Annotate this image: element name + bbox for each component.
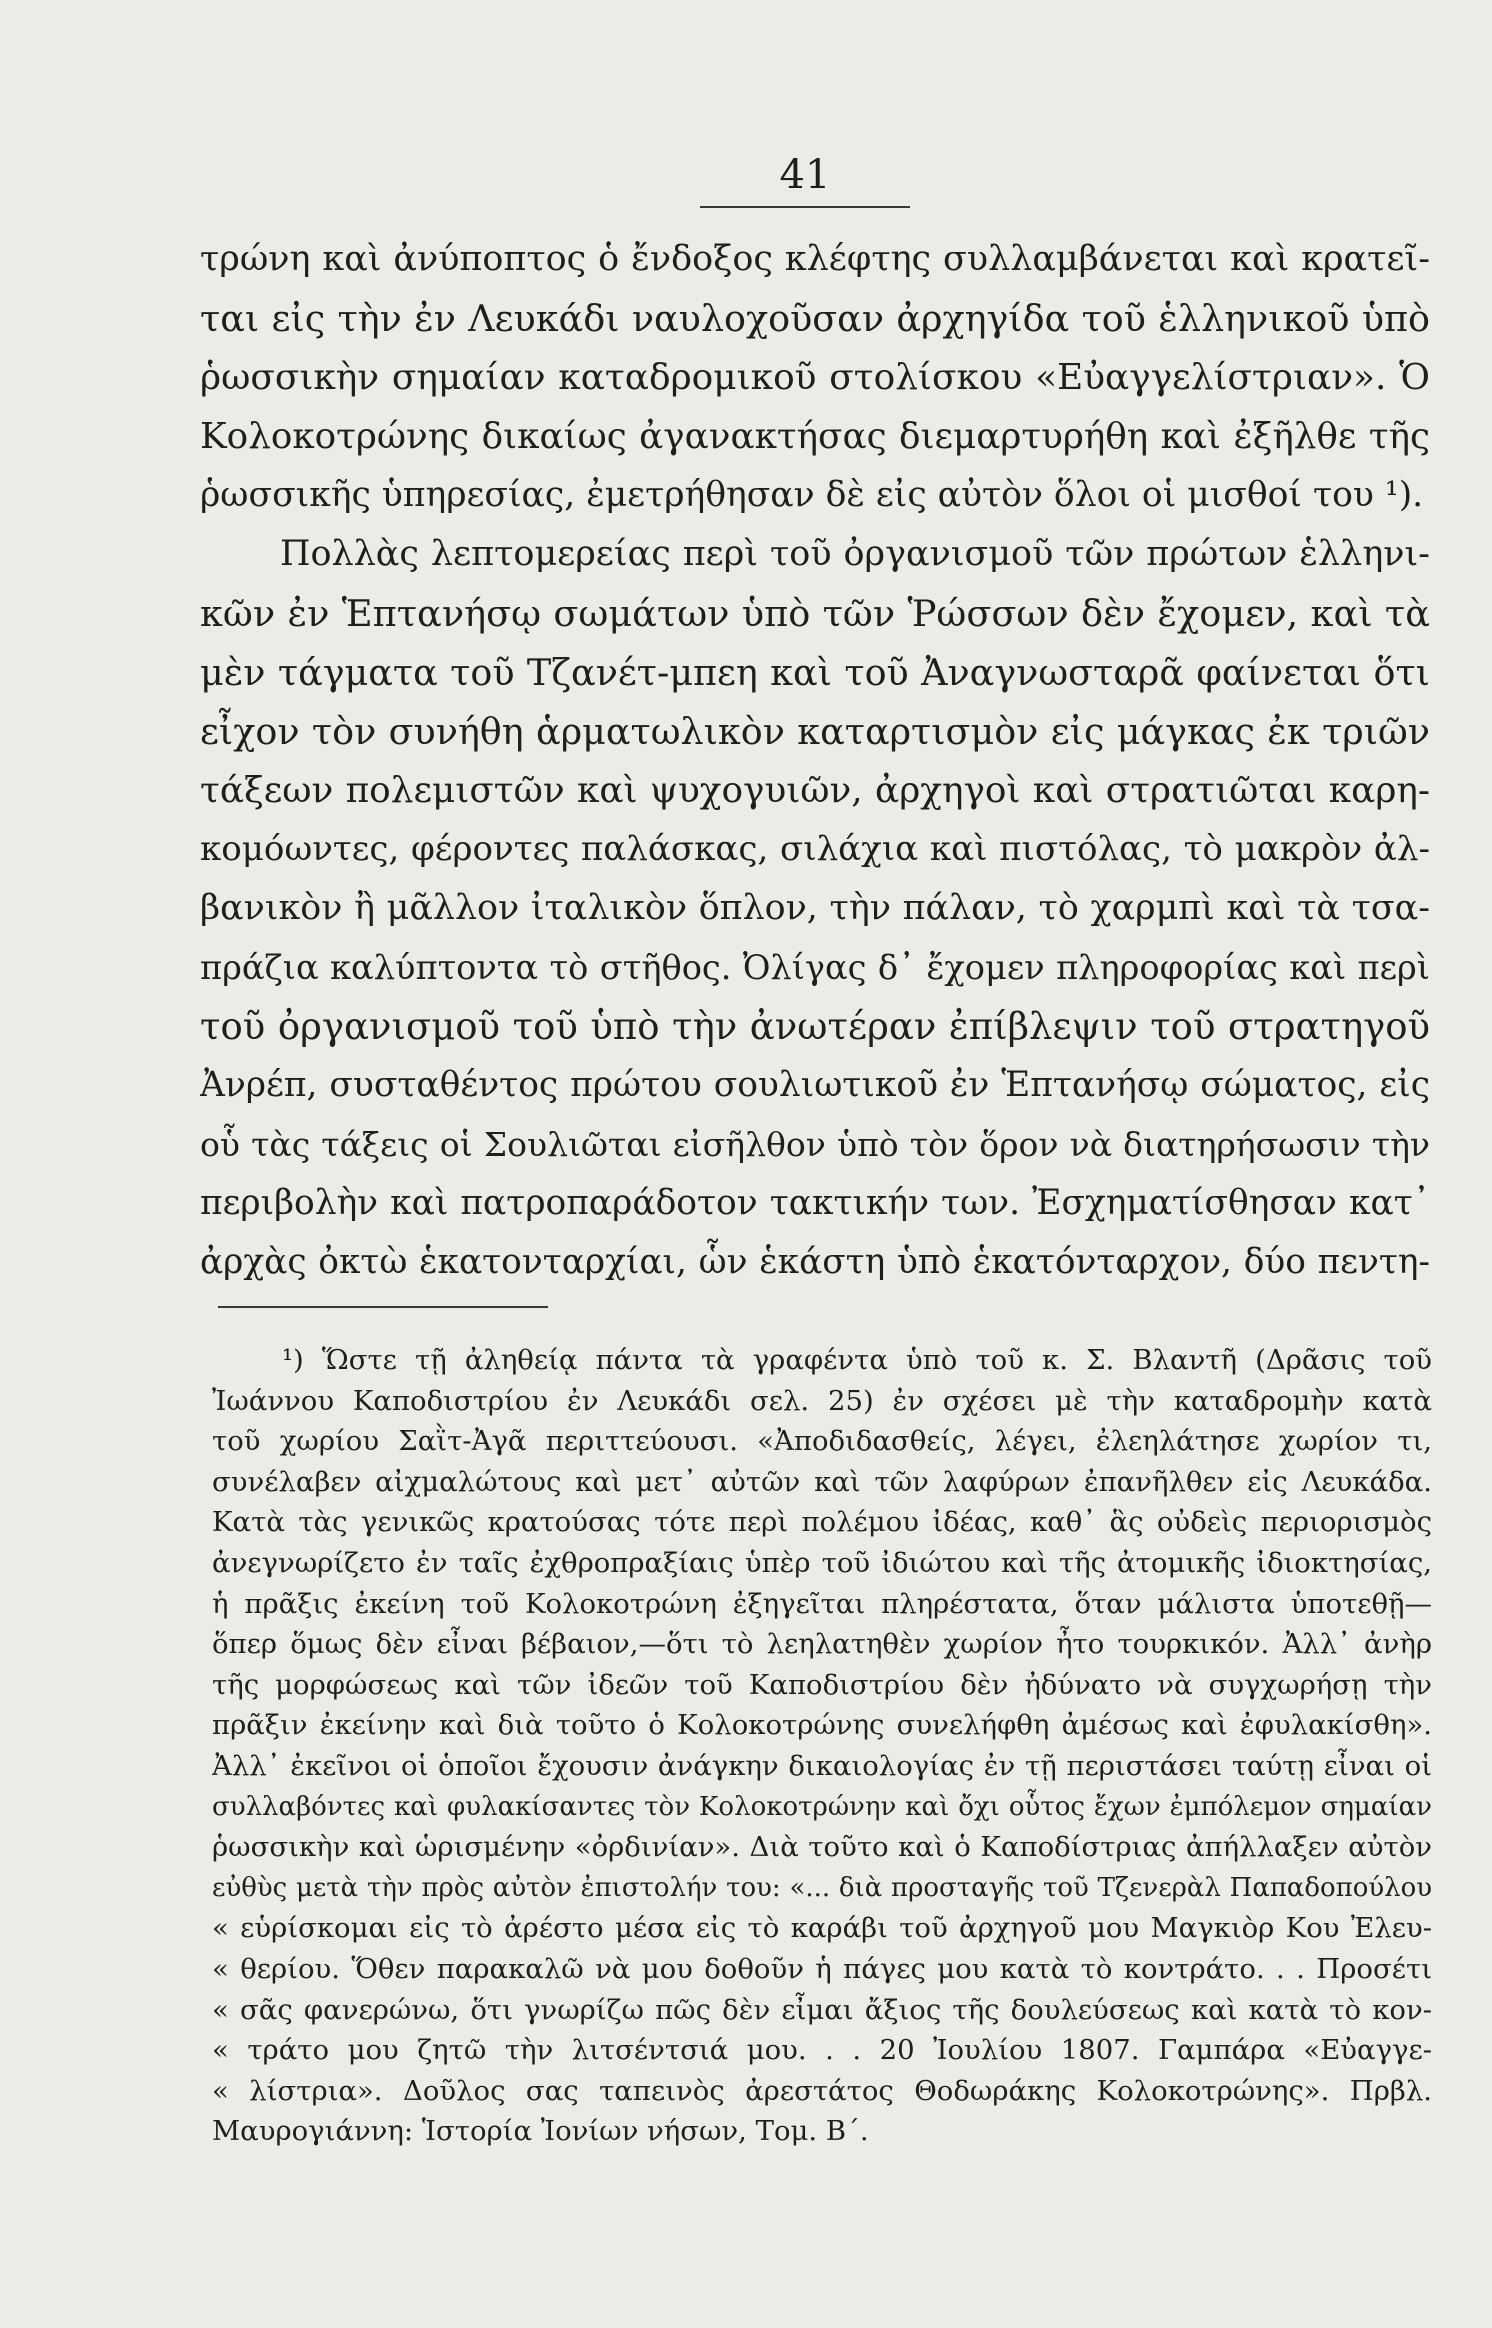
text-line: κομόωντες, φέροντες παλάσκας, σιλάχια καὶ πιστόλας, τὸ μακρὸν ἀλ- — [200, 829, 1430, 869]
text-line: ῥωσσικὴν σημαίαν καταδρομικοῦ στολίσκου «Εὐαγγελίστριαν». Ὁ — [200, 357, 1430, 398]
footnote-line: ¹) Ὥστε τῇ ἀληθείᾳ πάντα τὰ γραφέντα ὑπὸ τοῦ κ. Σ. Βλαντῆ (Δρᾶσις τοῦ — [282, 1344, 1432, 1376]
footnote-line: τῆς μορφώσεως καὶ τῶν ἰδεῶν τοῦ Καποδιστρίου δὲν ἠδύνατο νὰ συγχωρήσῃ τὴν — [212, 1668, 1432, 1701]
text-line: πράζια καλύπτοντα τὸ στῆθος. Ὀλίγας δ᾽ ἔχομεν πληροφορίας καὶ περὶ — [200, 948, 1430, 987]
text-line: ἀρχὰς ὀκτὼ ἑκατονταρχίαι, ὧν ἑκάστη ὑπὸ ἑκατόνταρχον, δύο πεντη- — [200, 1242, 1430, 1282]
paragraph-start-line: Πολλὰς λεπτομερείας περὶ τοῦ ὀργανισμοῦ τῶν πρώτων ἑλληνι- — [280, 534, 1430, 574]
text-line: Ἀνρέπ, συσταθέντος πρώτου σουλιωτικοῦ ἐν Ἑπτανήσῳ σώματος, εἰς — [200, 1065, 1430, 1105]
footnote-line: « λίστρια». Δοῦλος σας ταπεινὸς ἀρεστάτος Θοδωράκης Κολοκοτρώνης». Πρβλ. — [212, 2074, 1432, 2107]
footnote-line: συνέλαβεν αἰχμαλώτους καὶ μετ᾽ αὐτῶν καὶ τῶν λαφύρων ἐπανῆλθεν εἰς Λευκάδα. — [212, 1465, 1432, 1498]
footnote-line: « σᾶς φανερώνω, ὅτι γνωρίζω πῶς δὲν εἶμαι ἄξιος τῆς δουλεύσεως καὶ κατὰ τὸ κον- — [212, 1993, 1432, 2026]
footnote-line: πρᾶξιν ἐκείνην καὶ διὰ τοῦτο ὁ Κολοκοτρώνης συνελήφθη ἀμέσως καὶ ἐφυλακίσθη». — [212, 1709, 1432, 1742]
footnote-line: Ἰωάννου Καποδιστρίου ἐν Λευκάδι σελ. 25) ἐν σχέσει μὲ τὴν καταδρομὴν κατὰ — [212, 1384, 1432, 1417]
page-number: 41 — [779, 152, 831, 198]
text-line: κῶν ἐν Ἑπτανήσῳ σωμάτων ὑπὸ τῶν Ῥώσσων δὲν ἔχομεν, καὶ τὰ — [200, 592, 1430, 635]
footnote-line: « θερίου. Ὅθεν παρακαλῶ νὰ μου δοθοῦν ἡ πάγες μου κατὰ τὸ κοντράτο. . . Προσέτι — [212, 1952, 1432, 1985]
footnote-line: Κατὰ τὰς γενικῶς κρατούσας τότε περὶ πολέμου ἰδέας, καθ᾽ ἃς οὐδεὶς περιορισμὸς — [212, 1506, 1432, 1539]
footnote-line: Ἀλλ᾽ ἐκεῖνοι οἱ ὁποῖοι ἔχουσιν ἀνάγκην δικαιολογίας ἐν τῇ περιστάσει ταύτῃ εἶναι οἱ — [212, 1749, 1432, 1782]
footnote-line: συλλαβόντες καὶ φυλακίσαντες τὸν Κολοκοτρώνην καὶ ὄχι οὗτος ἔχων ἐμπόλεμον σημαίαν — [212, 1791, 1432, 1822]
footnote-line: ἡ πρᾶξις ἐκείνη τοῦ Κολοκοτρώνη ἐξηγεῖται πληρέστατα, ὅταν μάλιστα ὑποτεθῇ— — [212, 1587, 1432, 1620]
main-text — [200, 230, 1430, 1292]
text-line: εἶχον τὸν συνήθη ἁρματωλικὸν καταρτισμὸν εἰς μάγκας ἐκ τριῶν — [200, 710, 1430, 753]
text-line: τοῦ ὀργανισμοῦ τοῦ ὑπὸ τὴν ἀνωτέραν ἐπίβλεψιν τοῦ στρατηγοῦ — [200, 1005, 1430, 1048]
footnote-line: ῥωσσικὴν καὶ ὡρισμένην «ὀρδινίαν». Διὰ τοῦτο καὶ ὁ Καποδίστριας ἀπήλλαξεν αὐτὸν — [212, 1831, 1432, 1864]
text-line: τρώνη καὶ ἀνύποπτος ὁ ἔνδοξος κλέφτης συλλαμβάνεται καὶ κρατεῖ- — [200, 239, 1430, 279]
footnote-line: « εὑρίσκομαι εἰς τὸ ἀρέστο μέσα εἰς τὸ καράβι τοῦ ἀρχηγοῦ μου Μαγκιὸρ Κου Ἐλευ- — [212, 1912, 1432, 1945]
footnote-line: « τράτο μου ζητῶ τὴν λιτσέντσιά μου. . . 20 Ἰουλίου 1807. Γαμπάρα «Εὐαγγε- — [212, 2034, 1432, 2067]
footnote-line: εὐθὺς μετὰ τὴν πρὸς αὐτὸν ἐπιστολήν του: «... διὰ προσταγῆς τοῦ Τζενερὰλ Παπαδοπούλου — [212, 1872, 1432, 1903]
text-line: βανικὸν ἢ μᾶλλον ἰταλικὸν ὅπλον, τὴν πάλαν, τὸ χαρμπὶ καὶ τὰ τσα- — [200, 888, 1430, 928]
footnote-line: τοῦ χωρίου Σαῒτ-Ἀγᾶ περιττεύουσι. «Ἀποδιδασθείς, λέγει, ἐλεηλάτησε χωρίον τι, — [212, 1425, 1432, 1458]
text-line: οὗ τὰς τάξεις οἱ Σουλιῶται εἰσῆλθον ὑπὸ τὸν ὅρον νὰ διατηρήσωσιν τὴν — [200, 1125, 1430, 1164]
text-line: ῥωσσικῆς ὑπηρεσίας, ἐμετρήθησαν δὲ εἰς αὐτὸν ὅλοι οἱ μισθοί του ¹). — [200, 475, 1424, 515]
footnote-rule — [218, 1306, 548, 1308]
footnote-line: Μαυρογιάννη: Ἱστορία Ἰονίων νήσων, Τομ. Β΄. — [212, 2115, 869, 2148]
text-line: περιβολὴν καὶ πατροπαράδοτον τακτικήν των. Ἐσχηματίσθησαν κατ᾽ — [200, 1183, 1430, 1223]
footnote-line: ὅπερ ὅμως δὲν εἶναι βέβαιον,—ὅτι τὸ λεηλατηθὲν χωρίον ἦτο τουρκικόν. Ἀλλ᾽ ἀνὴρ — [212, 1628, 1432, 1661]
text-line: Κολοκοτρώνης δικαίως ἀγανακτήσας διεμαρτυρήθη καὶ ἐξῆλθε τῆς — [200, 416, 1430, 457]
footnote — [212, 1340, 1432, 2152]
text-line: ται εἰς τὴν ἐν Λευκάδι ναυλοχοῦσαν ἀρχηγίδα τοῦ ἑλληνικοῦ ὑπὸ — [200, 297, 1430, 340]
text-line: μὲν τάγματα τοῦ Τζανέτ-μπεη καὶ τοῦ Ἀναγνωσταρᾶ φαίνεται ὅτι — [200, 651, 1430, 694]
footnote-line: ἀνεγνωρίζετο ἐν ταῖς ἐχθροπραξίαις ὑπὲρ τοῦ ἰδιώτου καὶ τῆς ἀτομικῆς ἰδιοκτησίας, — [212, 1546, 1432, 1579]
header-rule — [700, 206, 910, 208]
text-line: τάξεων πολεμιστῶν καὶ ψυχογυιῶν, ἀρχηγοὶ καὶ στρατιῶται καρη- — [200, 770, 1430, 811]
